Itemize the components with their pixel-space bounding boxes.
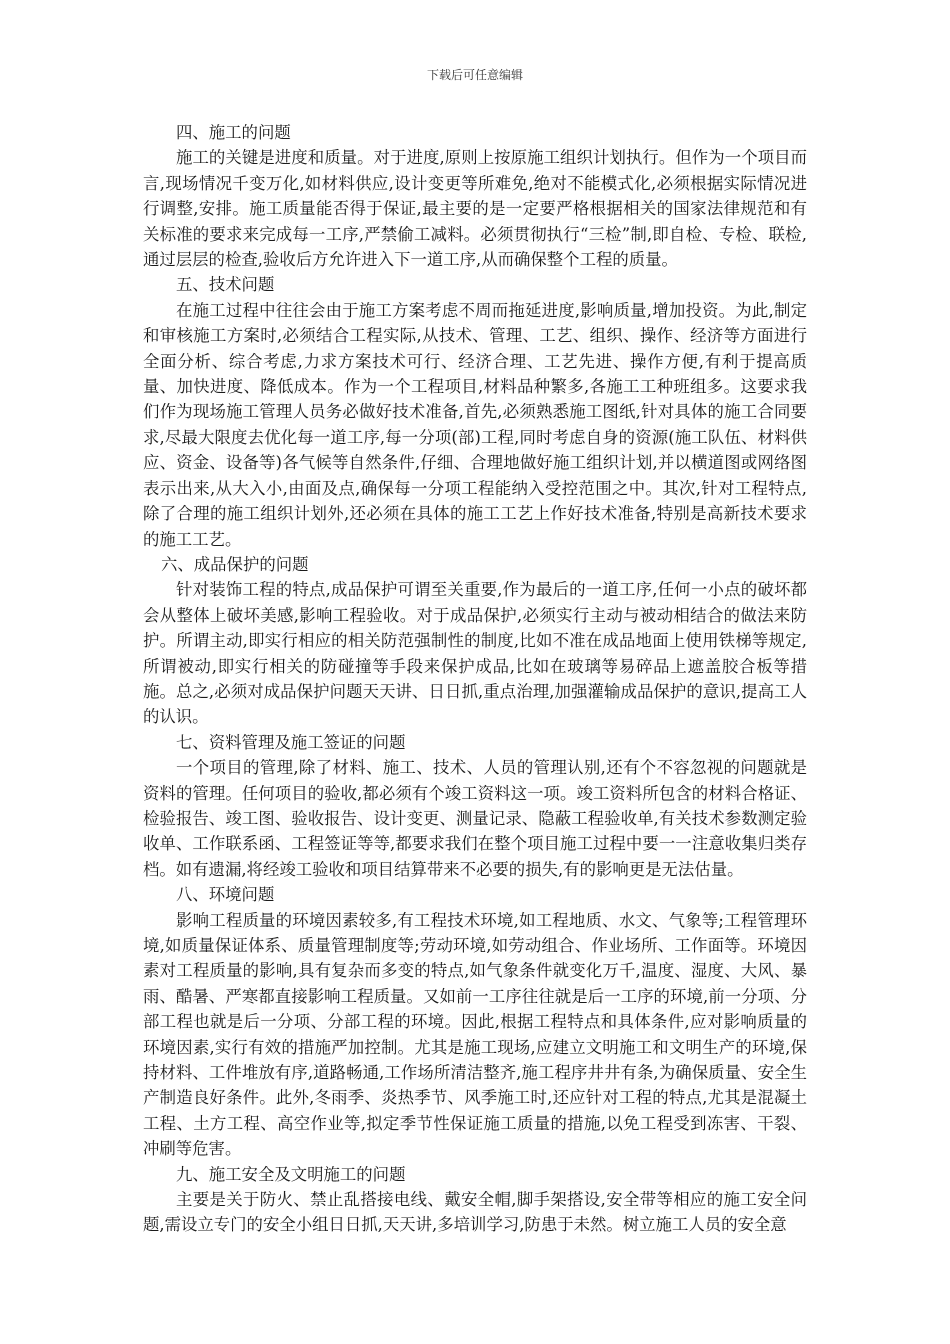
section-paragraph-6: 针对装饰工程的特点,成品保护可谓至关重要,作为最后的一道工序,任何一小点的破坏都会从整体上破坏美感,影响工程验收。对于成品保护,必须实行主动与被动相结合的做法来防护。所谓主动,即实行相应的相关防范强制性的制度,比如不准在成品地面上使用铁梯等规定,所谓被动,即实行相关的防碰撞等手段来保护成品,比如在玻璃等易碎品上遮盖胶合板等措施。总之,必须对成品保护问题天天讲、日日抓,重点治理,加强灌输成品保护的意识,提高工人的认识。 <box>143 580 807 727</box>
page-header: 下载后可任意编辑 <box>426 68 523 82</box>
section-paragraph-8: 影响工程质量的环境因素较多,有工程技术环境,如工程地质、水文、气象等;工程管理环境,如质量保证体系、质量管理制度等;劳动环境,如劳动组合、作业场所、工作面等。环境因素对工程质量的影响,具有复杂而多变的特点,如气象条件就变化万千,温度、湿度、大风、暴雨、酷暑、严寒都直接影响工程质量。又如前一工序往往就是后一工序的环境,前一分项、分部工程也就是后一分项、分部工程的环境。因此,根据工程特点和具体条件,应对影响质量的环境因素,实行有效的措施严加控制。尤其是施工现场,应建立文明施工和文明生产的环境,保持材料、工件堆放有序,道路畅通,工作场所清洁整齐,施工程序井井有条,为确保质量、安全生产制造良好条件。此外,冬雨季、炎热季节、风季施工时,还应针对工程的特点,尤其是混凝土工程、土方工程、高空作业等,拟定季节性保证施工质量的措施,以免工程受到冻害、干裂、冲刷等危害。 <box>143 910 807 1159</box>
document-body <box>143 120 807 1238</box>
section-heading-7: 七、资料管理及施工签证的问题 <box>176 732 406 752</box>
section-heading-8: 八、环境问题 <box>176 885 275 905</box>
section-heading-9: 九、施工安全及文明施工的问题 <box>176 1164 406 1184</box>
section-paragraph-9: 主要是关于防火、禁止乱搭接电线、戴安全帽,脚手架搭设,安全带等相应的施工安全问题,需设立专门的安全小组日日抓,天天讲,多培训学习,防患于未然。树立施工人员的安全意 <box>143 1190 807 1235</box>
section-heading-4: 四、施工的问题 <box>176 123 291 142</box>
section-paragraph-4: 施工的关键是进度和质量。对于进度,原则上按原施工组织计划执行。但作为一个项目而言,现场情况千变万化,如材料供应,设计变更等所难免,绝对不能模式化,必须根据实际情况进行调整,安排。施工质量能否得于保证,最主要的是一定要严格根据相关的国家法律规范和有关标准的要求来完成每一工序,严禁偷工减料。必须贯彻执行“三检”制,即自检、专检、联检,通过层层的检查,验收后方允许进入下一道工序,从而确保整个工程的质量。 <box>143 148 807 270</box>
section-paragraph-5: 在施工过程中往往会由于施工方案考虑不周而拖延进度,影响质量,增加投资。为此,制定和审核施工方案时,必须结合工程实际,从技术、管理、工艺、组织、操作、经济等方面进行全面分析、综合考虑,力求方案技术可行、经济合理、工艺先进、操作方便,有利于提高质量、加快进度、降低成本。作为一个工程项目,材料品种繁多,各施工工种班组多。这要求我们作为现场施工管理人员务必做好技术准备,首先,必须熟悉施工图纸,针对具体的施工合同要求,尽最大限度去优化每一道工序,每一分项(部)工程,同时考虑自身的资源(施工队伍、材料供应、资金、设备等)各气候等自然条件,仔细、合理地做好施工组织计划,并以横道图或网络图表示出来,从大入小,由面及点,确保每一分项工程能纳入受控范围之中。其次,针对工程特点,除了合理的施工组织计划外,还必须在具体的施工工艺上作好技术准备,特别是高新技术要求的施工工艺。 <box>143 300 807 549</box>
section-heading-6: 六、成品保护的问题 <box>161 554 309 574</box>
section-paragraph-7: 一个项目的管理,除了材料、施工、技术、人员的管理认别,还有个不容忽视的问题就是资料的管理。任何项目的验收,都必须有个竣工资料这一项。竣工资料所包含的材料合格证、检验报告、竣工图、验收报告、设计变更、测量记录、隐蔽工程验收单,有关技术参数测定验收单、工作联系函、工程签证等等,都要求我们在整个项目施工过程中要一一注意收集归类存档。如有遗漏,将经竣工验收和项目结算带来不必要的损失,有的影响更是无法估量。 <box>143 758 807 879</box>
section-heading-5: 五、技术问题 <box>176 275 275 295</box>
